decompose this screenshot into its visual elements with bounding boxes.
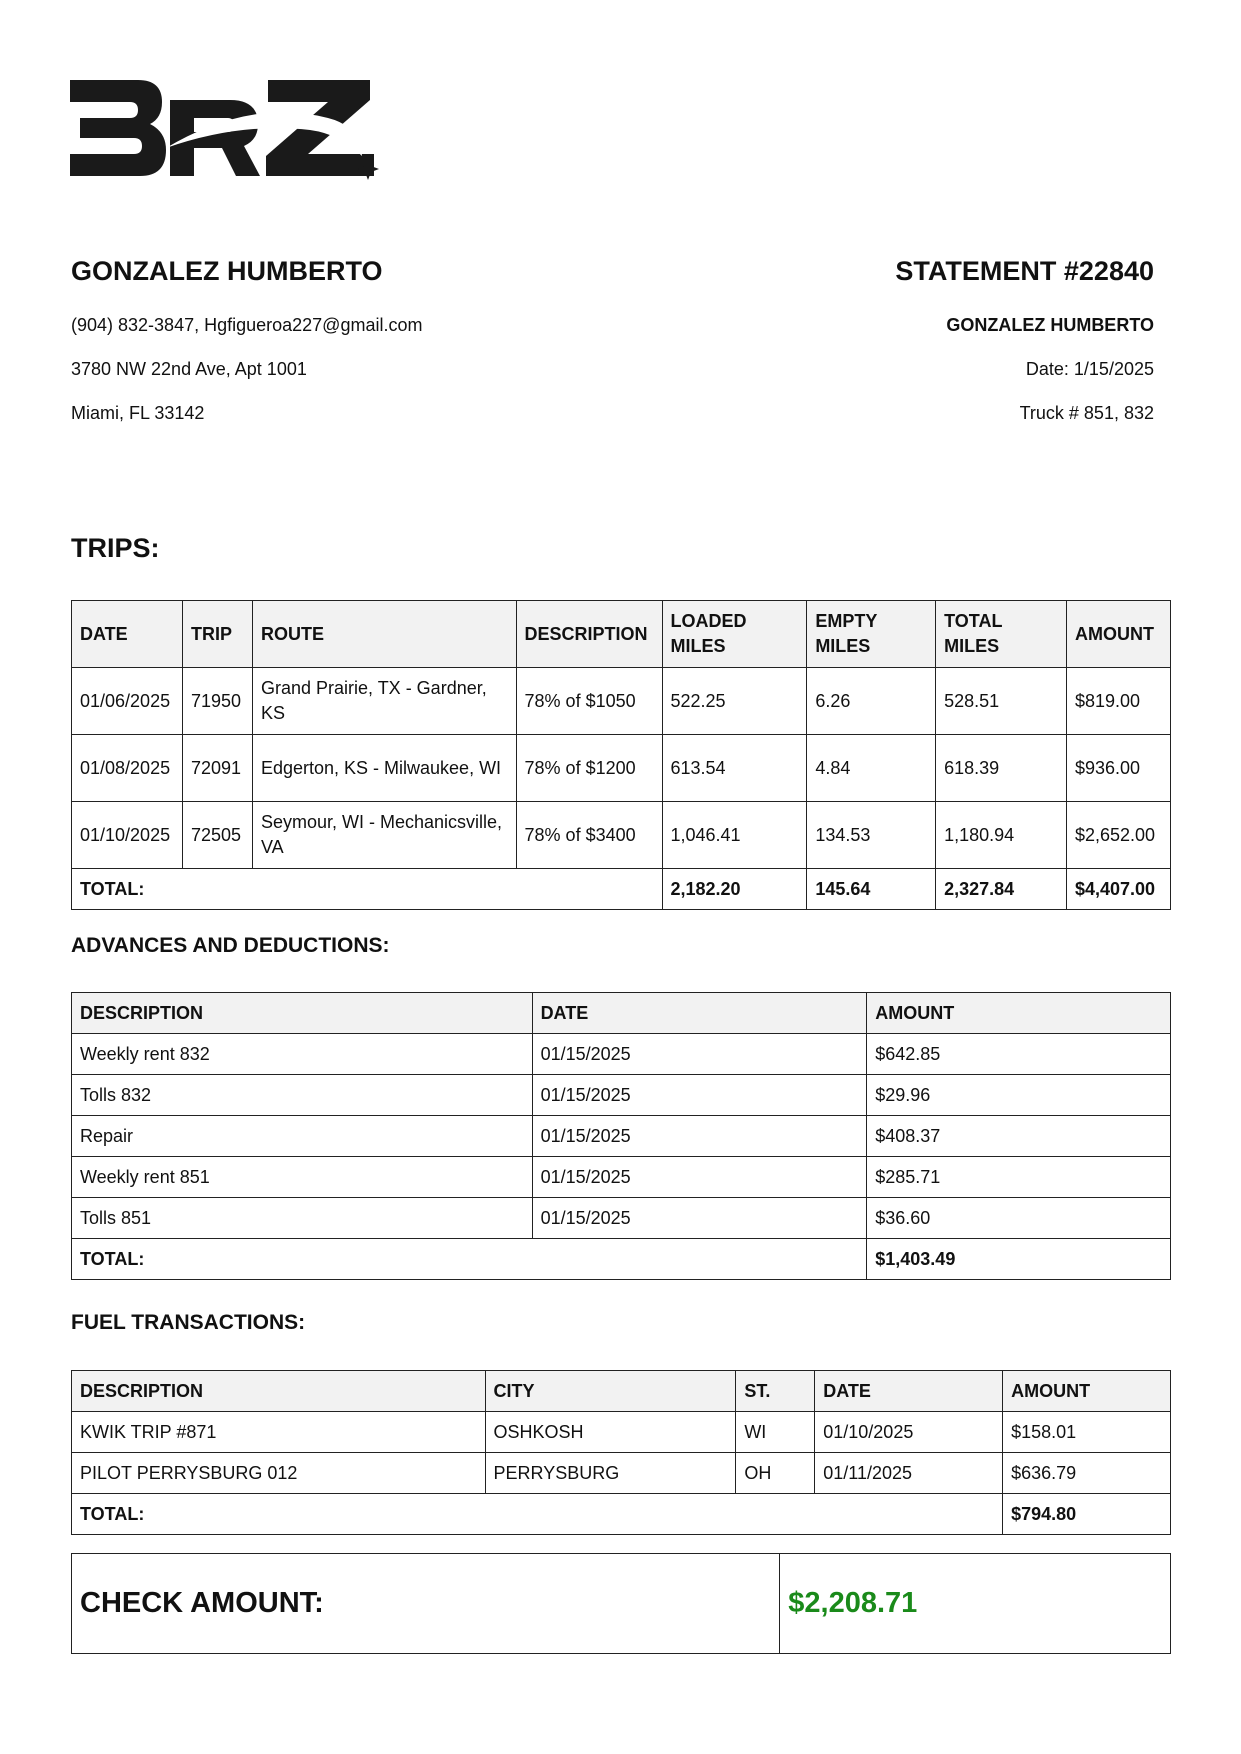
advances-total-row [72, 1239, 1171, 1280]
fuel-header-row [72, 1371, 1171, 1412]
table-cell: $29.96 [867, 1075, 1171, 1116]
check-amount-value: $2,208.71 [780, 1554, 1171, 1654]
column-header: DATE [72, 601, 183, 668]
total-label: TOTAL: [72, 1494, 1003, 1535]
column-header: DATE [815, 1371, 1003, 1412]
table-cell: Tolls 832 [72, 1075, 533, 1116]
check-amount-box [71, 1553, 1171, 1654]
table-cell: Weekly rent 851 [72, 1157, 533, 1198]
driver-address-line2: Miami, FL 33142 [71, 403, 205, 423]
table-row [72, 1116, 1171, 1157]
column-header: EMPTY MILES [807, 601, 936, 668]
table-cell: Repair [72, 1116, 533, 1157]
table-row [72, 735, 1171, 802]
table-cell: 01/06/2025 [72, 668, 183, 735]
company-logo [70, 78, 385, 196]
column-header: DATE [532, 993, 867, 1034]
table-cell: $285.71 [867, 1157, 1171, 1198]
total-amount: $794.80 [1003, 1494, 1171, 1535]
column-header: CITY [485, 1371, 736, 1412]
table-cell: 1,046.41 [662, 802, 807, 869]
total-amount: $4,407.00 [1066, 869, 1170, 910]
table-cell: 01/15/2025 [532, 1034, 867, 1075]
total-miles: 2,327.84 [936, 869, 1067, 910]
table-cell: 01/10/2025 [72, 802, 183, 869]
table-cell: 01/15/2025 [532, 1157, 867, 1198]
table-cell: 78% of $3400 [516, 802, 662, 869]
table-cell: 1,180.94 [936, 802, 1067, 869]
fuel-heading: FUEL TRANSACTIONS: [71, 1311, 306, 1334]
column-header: TOTAL MILES [936, 601, 1067, 668]
table-cell: 528.51 [936, 668, 1067, 735]
fuel-table [71, 1370, 1171, 1535]
table-cell: PILOT PERRYSBURG 012 [72, 1453, 486, 1494]
column-header: DESCRIPTION [72, 1371, 486, 1412]
table-row [72, 1075, 1171, 1116]
table-cell: 522.25 [662, 668, 807, 735]
table-cell: Grand Prairie, TX - Gardner, KS [252, 668, 516, 735]
table-cell: $636.79 [1003, 1453, 1171, 1494]
table-cell: 4.84 [807, 735, 936, 802]
advances-table [71, 992, 1171, 1280]
table-cell: $158.01 [1003, 1412, 1171, 1453]
statement-title: STATEMENT #22840 [895, 256, 1154, 286]
trips-heading: TRIPS: [71, 533, 160, 563]
table-row [72, 1198, 1171, 1239]
table-cell: OSHKOSH [485, 1412, 736, 1453]
advances-heading: ADVANCES AND DEDUCTIONS: [71, 934, 390, 957]
table-cell: 78% of $1050 [516, 668, 662, 735]
column-header: DESCRIPTION [516, 601, 662, 668]
table-cell: $936.00 [1066, 735, 1170, 802]
statement-truck: Truck # 851, 832 [1019, 403, 1154, 423]
total-label: TOTAL: [72, 869, 663, 910]
total-loaded-miles: 2,182.20 [662, 869, 807, 910]
table-row [72, 668, 1171, 735]
table-cell: $36.60 [867, 1198, 1171, 1239]
table-cell: KWIK TRIP #871 [72, 1412, 486, 1453]
trips-table [71, 600, 1171, 910]
table-cell: $2,652.00 [1066, 802, 1170, 869]
table-cell: $408.37 [867, 1116, 1171, 1157]
table-row [72, 1157, 1171, 1198]
total-label: TOTAL: [72, 1239, 867, 1280]
table-cell: 01/15/2025 [532, 1198, 867, 1239]
table-cell: $642.85 [867, 1034, 1171, 1075]
check-row [72, 1554, 1171, 1654]
table-row [72, 1453, 1171, 1494]
column-header: AMOUNT [867, 993, 1171, 1034]
driver-address-line1: 3780 NW 22nd Ave, Apt 1001 [71, 359, 307, 379]
trips-header-row [72, 601, 1171, 668]
table-cell: Tolls 851 [72, 1198, 533, 1239]
table-cell: 01/10/2025 [815, 1412, 1003, 1453]
table-cell: 01/08/2025 [72, 735, 183, 802]
table-cell: 71950 [182, 668, 252, 735]
table-cell: 01/15/2025 [532, 1075, 867, 1116]
table-cell: 01/15/2025 [532, 1116, 867, 1157]
column-header: AMOUNT [1003, 1371, 1171, 1412]
brz-logo-icon [70, 78, 385, 196]
table-row [72, 1034, 1171, 1075]
table-row [72, 802, 1171, 869]
table-cell: $819.00 [1066, 668, 1170, 735]
driver-contact: (904) 832-3847, Hgfigueroa227@gmail.com [71, 315, 423, 335]
total-amount: $1,403.49 [867, 1239, 1171, 1280]
table-cell: OH [736, 1453, 815, 1494]
column-header: DESCRIPTION [72, 993, 533, 1034]
statement-date: Date: 1/15/2025 [1025, 359, 1154, 379]
table-cell: 613.54 [662, 735, 807, 802]
table-cell: 01/11/2025 [815, 1453, 1003, 1494]
table-cell: 618.39 [936, 735, 1067, 802]
table-cell: Weekly rent 832 [72, 1034, 533, 1075]
table-cell: 134.53 [807, 802, 936, 869]
statement-info [554, 250, 1154, 435]
table-cell: 78% of $1200 [516, 735, 662, 802]
column-header: ROUTE [252, 601, 516, 668]
column-header: AMOUNT [1066, 601, 1170, 668]
check-amount-label: CHECK AMOUNT: [72, 1554, 780, 1654]
statement-name: GONZALEZ HUMBERTO [946, 315, 1154, 335]
trips-total-row [72, 869, 1171, 910]
table-cell: 6.26 [807, 668, 936, 735]
total-empty-miles: 145.64 [807, 869, 936, 910]
table-cell: PERRYSBURG [485, 1453, 736, 1494]
column-header: TRIP [182, 601, 252, 668]
column-header: LOADED MILES [662, 601, 807, 668]
table-cell: 72505 [182, 802, 252, 869]
table-cell: Seymour, WI - Mechanicsville, VA [252, 802, 516, 869]
table-row [72, 1412, 1171, 1453]
fuel-total-row [72, 1494, 1171, 1535]
table-cell: Edgerton, KS - Milwaukee, WI [252, 735, 516, 802]
table-cell: 72091 [182, 735, 252, 802]
driver-name: GONZALEZ HUMBERTO [71, 256, 383, 286]
column-header: ST. [736, 1371, 815, 1412]
table-cell: WI [736, 1412, 815, 1453]
advances-header-row [72, 993, 1171, 1034]
